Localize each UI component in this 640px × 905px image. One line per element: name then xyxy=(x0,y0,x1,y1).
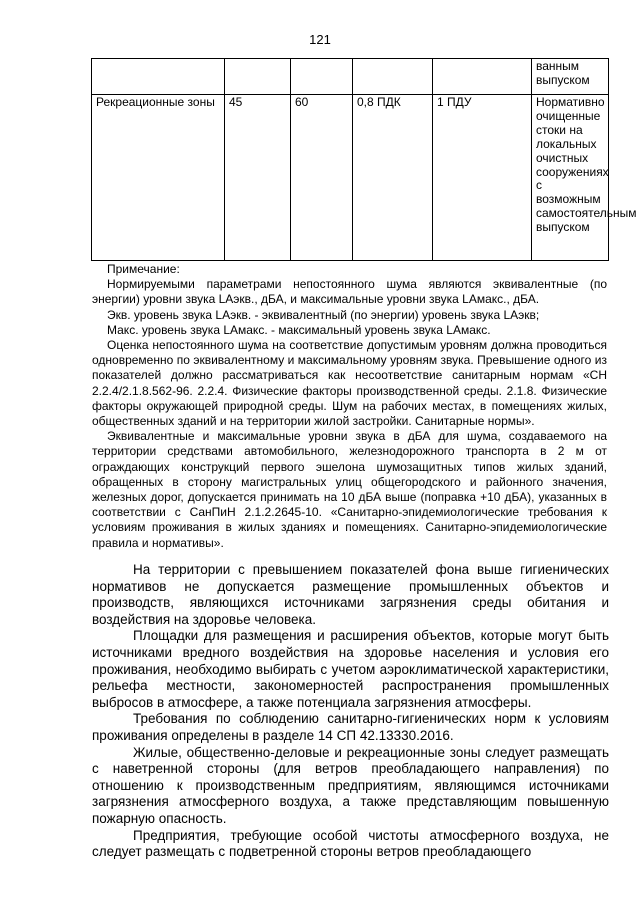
norms-table xyxy=(91,58,637,261)
table-cell: 0,8 ПДК xyxy=(353,95,433,261)
table-cell: ванным выпуском xyxy=(532,59,609,95)
table-cell: 60 xyxy=(291,95,353,261)
body-paragraph: Предприятия, требующие особой чистоты атмосферного воздуха, не следует размещать с подветренной стороны ветров преобладающего xyxy=(92,827,609,860)
body-paragraph: Требования по соблюдению санитарно-гигиенических норм к условиям проживания определены в разделе 14 СП 42.13330.2016. xyxy=(92,711,609,743)
table-cell xyxy=(433,59,532,95)
table-cell xyxy=(92,59,225,95)
note-paragraph: Макс. уровень звука LAмакс. - максимальный уровень звука LAмакс. xyxy=(107,322,491,337)
zone-name-cell: Рекреационные зоны xyxy=(92,95,225,261)
table-cell: 1 ПДУ xyxy=(433,95,532,261)
note-paragraph: Эквивалентные и максимальные уровни звука в дБА для шума, создаваемого на территории средствами автомобильного, железнодорожного транспорта в 2 м от ограждающих конструкций первого эшелона шумозащитных типов жилых зданий, обращенных в сторону магистральных улиц общегородского и районного значения, железных дорог, допускается принимать на 10 дБА выше (поправка +10 дБА), указанных в соответствии с СанПиН 2.1.2.2645-10. «Санитарно-эпидемиологические требования к условиям проживания в жилых зданиях и помещениях. Санитарно-эпидемиологические правила и нормативы». xyxy=(92,429,607,550)
note-paragraph: Экв. уровень звука LAэкв. - эквивалентный (по энергии) уровень звука LAэкв; xyxy=(107,307,540,322)
table-cell xyxy=(291,59,353,95)
table-cell: 45 xyxy=(225,95,291,261)
requirement-cell: Нормативно очищенные стоки на локальных очистных сооружениях с возможным самостоятельным выпуском xyxy=(532,95,609,261)
table-note xyxy=(92,262,607,551)
body-paragraph: Площадки для размещения и расширения объектов, которые могут быть источниками вредного воздействия на здоровье населения и условия его проживания, необходимо выбирать с учетом аэроклиматической характеристики, рельефа местности, закономерностей распространения промышленных выбросов в атмосфере, а также потенциала загрязнения атмосферы. xyxy=(92,628,609,710)
note-paragraph: Оценка непостоянного шума на соответствие допустимым уровням должна проводиться одновременно по эквивалентному и максимальному уровням звука. Превышение одного из показателей должно рассматриваться как несоответствие санитарным нормам «СН 2.2.4/2.1.8.562-96. 2.2.4. Физические факторы производственной среды. 2.1.8. Физические факторы окружающей природной среды. Шум на рабочих местах, в помещениях жилых, общественных зданий и на территории жилой застройки. Санитарные нормы». xyxy=(92,338,607,429)
body-paragraph: На территории с превышением показателей фона выше гигиенических нормативов не допускается размещение промышленных объектов и производств, являющихся источниками загрязнения среды обитания и воздействия на здоровье человека. xyxy=(92,562,609,627)
body-text xyxy=(92,562,609,861)
note-title: Примечание: xyxy=(107,262,180,276)
table-row xyxy=(92,95,609,261)
page-number: 121 xyxy=(309,32,331,47)
table-cell xyxy=(353,59,433,95)
table-cell xyxy=(225,59,291,95)
body-paragraph: Жилые, общественно-деловые и рекреационные зоны следует размещать с наветренной стороны (для ветров преобладающего направления) по отношению к производственным предприятиям, являющимся источниками загрязнения атмосферного воздуха, а также представляющим повышенную пожарную опасность. xyxy=(92,744,609,826)
note-paragraph: Нормируемыми параметрами непостоянного шума являются эквивалентные (по энергии) уровни звука LAэкв., дБА, и максимальные уровни звука LAмакс., дБА. xyxy=(92,277,607,307)
table-row xyxy=(92,59,609,95)
